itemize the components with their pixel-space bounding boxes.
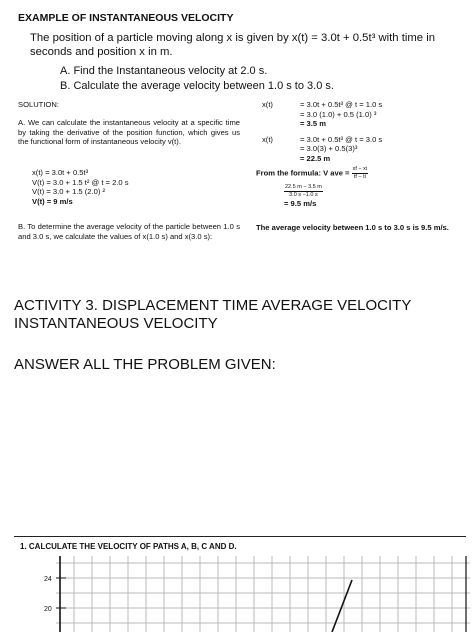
eq-line: V(t) = 3.0 + 1.5 (2.0) ² <box>32 187 106 197</box>
xt-line: = 3.0(3) + 0.5(3)³ <box>300 144 358 154</box>
xt-line: = 22.5 m <box>300 153 331 163</box>
formula-numerator: xf − xi <box>352 166 368 172</box>
example-title: EXAMPLE OF INSTANTANEOUS VELOCITY <box>18 12 234 24</box>
eq-line: V(t) = 9 m/s <box>32 196 73 206</box>
xt-label: x(t) <box>262 135 273 144</box>
formula-fraction <box>352 166 369 181</box>
xt-line: = 3.0t + 0.5t³ @ t = 1.0 s <box>300 100 383 109</box>
question-b: B. Calculate the average velocity between 1.0 s to 3.0 s. <box>60 80 334 92</box>
xt-line: = 3.0 (1.0) + 0.5 (1.0) ³ <box>300 109 377 119</box>
example-questions <box>60 64 334 94</box>
divider <box>14 536 466 537</box>
path-graph <box>56 556 470 632</box>
calc-denominator: 3.0 s −1.0 s <box>289 192 318 198</box>
y-tick-label: 24 <box>44 576 52 583</box>
problem-1: 1. CALCULATE THE VELOCITY OF PATHS A, B, C AND D. <box>20 542 237 551</box>
eq-line: x(t) = 3.0t + 0.5t³ <box>32 168 89 177</box>
average-velocity-calc <box>284 184 323 209</box>
graph-grid <box>56 556 470 632</box>
average-velocity-formula <box>256 166 368 181</box>
solution-heading: SOLUTION: <box>18 100 59 109</box>
calc-result: = 9.5 m/s <box>284 199 317 208</box>
formula-denominator: tf − ti <box>353 174 366 180</box>
xt-line: = 3.0t + 0.5t³ @ t = 3.0 s <box>300 134 383 144</box>
calc-numerator: 22.5 m − 3.5 m <box>285 184 322 190</box>
activity-instruction: ANSWER ALL THE PROBLEM GIVEN: <box>14 356 276 373</box>
calc-fraction <box>284 184 323 199</box>
question-a: A. Find the Instantaneous velocity at 2.0 s. <box>60 65 268 77</box>
solution-part-b: B. To determine the average velocity of the particle between 1.0 s and 3.0 s, we calculate the values of x(1.0 s) and x(3.0 s): <box>18 222 240 241</box>
activity-title: ACTIVITY 3. DISPLACEMENT TIME AVERAGE VELOCITY INSTANTANEOUS VELOCITY <box>14 297 412 332</box>
solution-equations <box>32 168 129 206</box>
solution-conclusion: The average velocity between 1.0 s to 3.0 s is 9.5 m/s. <box>256 223 449 232</box>
eq-line: V(t) = 3.0 + 1.5 t² @ t = 2.0 s <box>32 177 129 187</box>
xt-label: x(t) <box>262 100 273 109</box>
xt-calculation <box>300 100 382 164</box>
solution-part-a: A. We can calculate the instantaneous velocity at a specific time by taking the derivative of the position function, which gives us the functional form of instantaneous velocity v(t). <box>18 118 240 147</box>
xt-line: = 3.5 m <box>300 119 326 129</box>
formula-label: From the formula: V ave = <box>256 168 350 178</box>
example-intro: The position of a particle moving along x is given by x(t) = 3.0t + 0.5t³ with time in seconds and position x in m. <box>30 32 436 58</box>
y-tick-label: 20 <box>44 606 52 613</box>
